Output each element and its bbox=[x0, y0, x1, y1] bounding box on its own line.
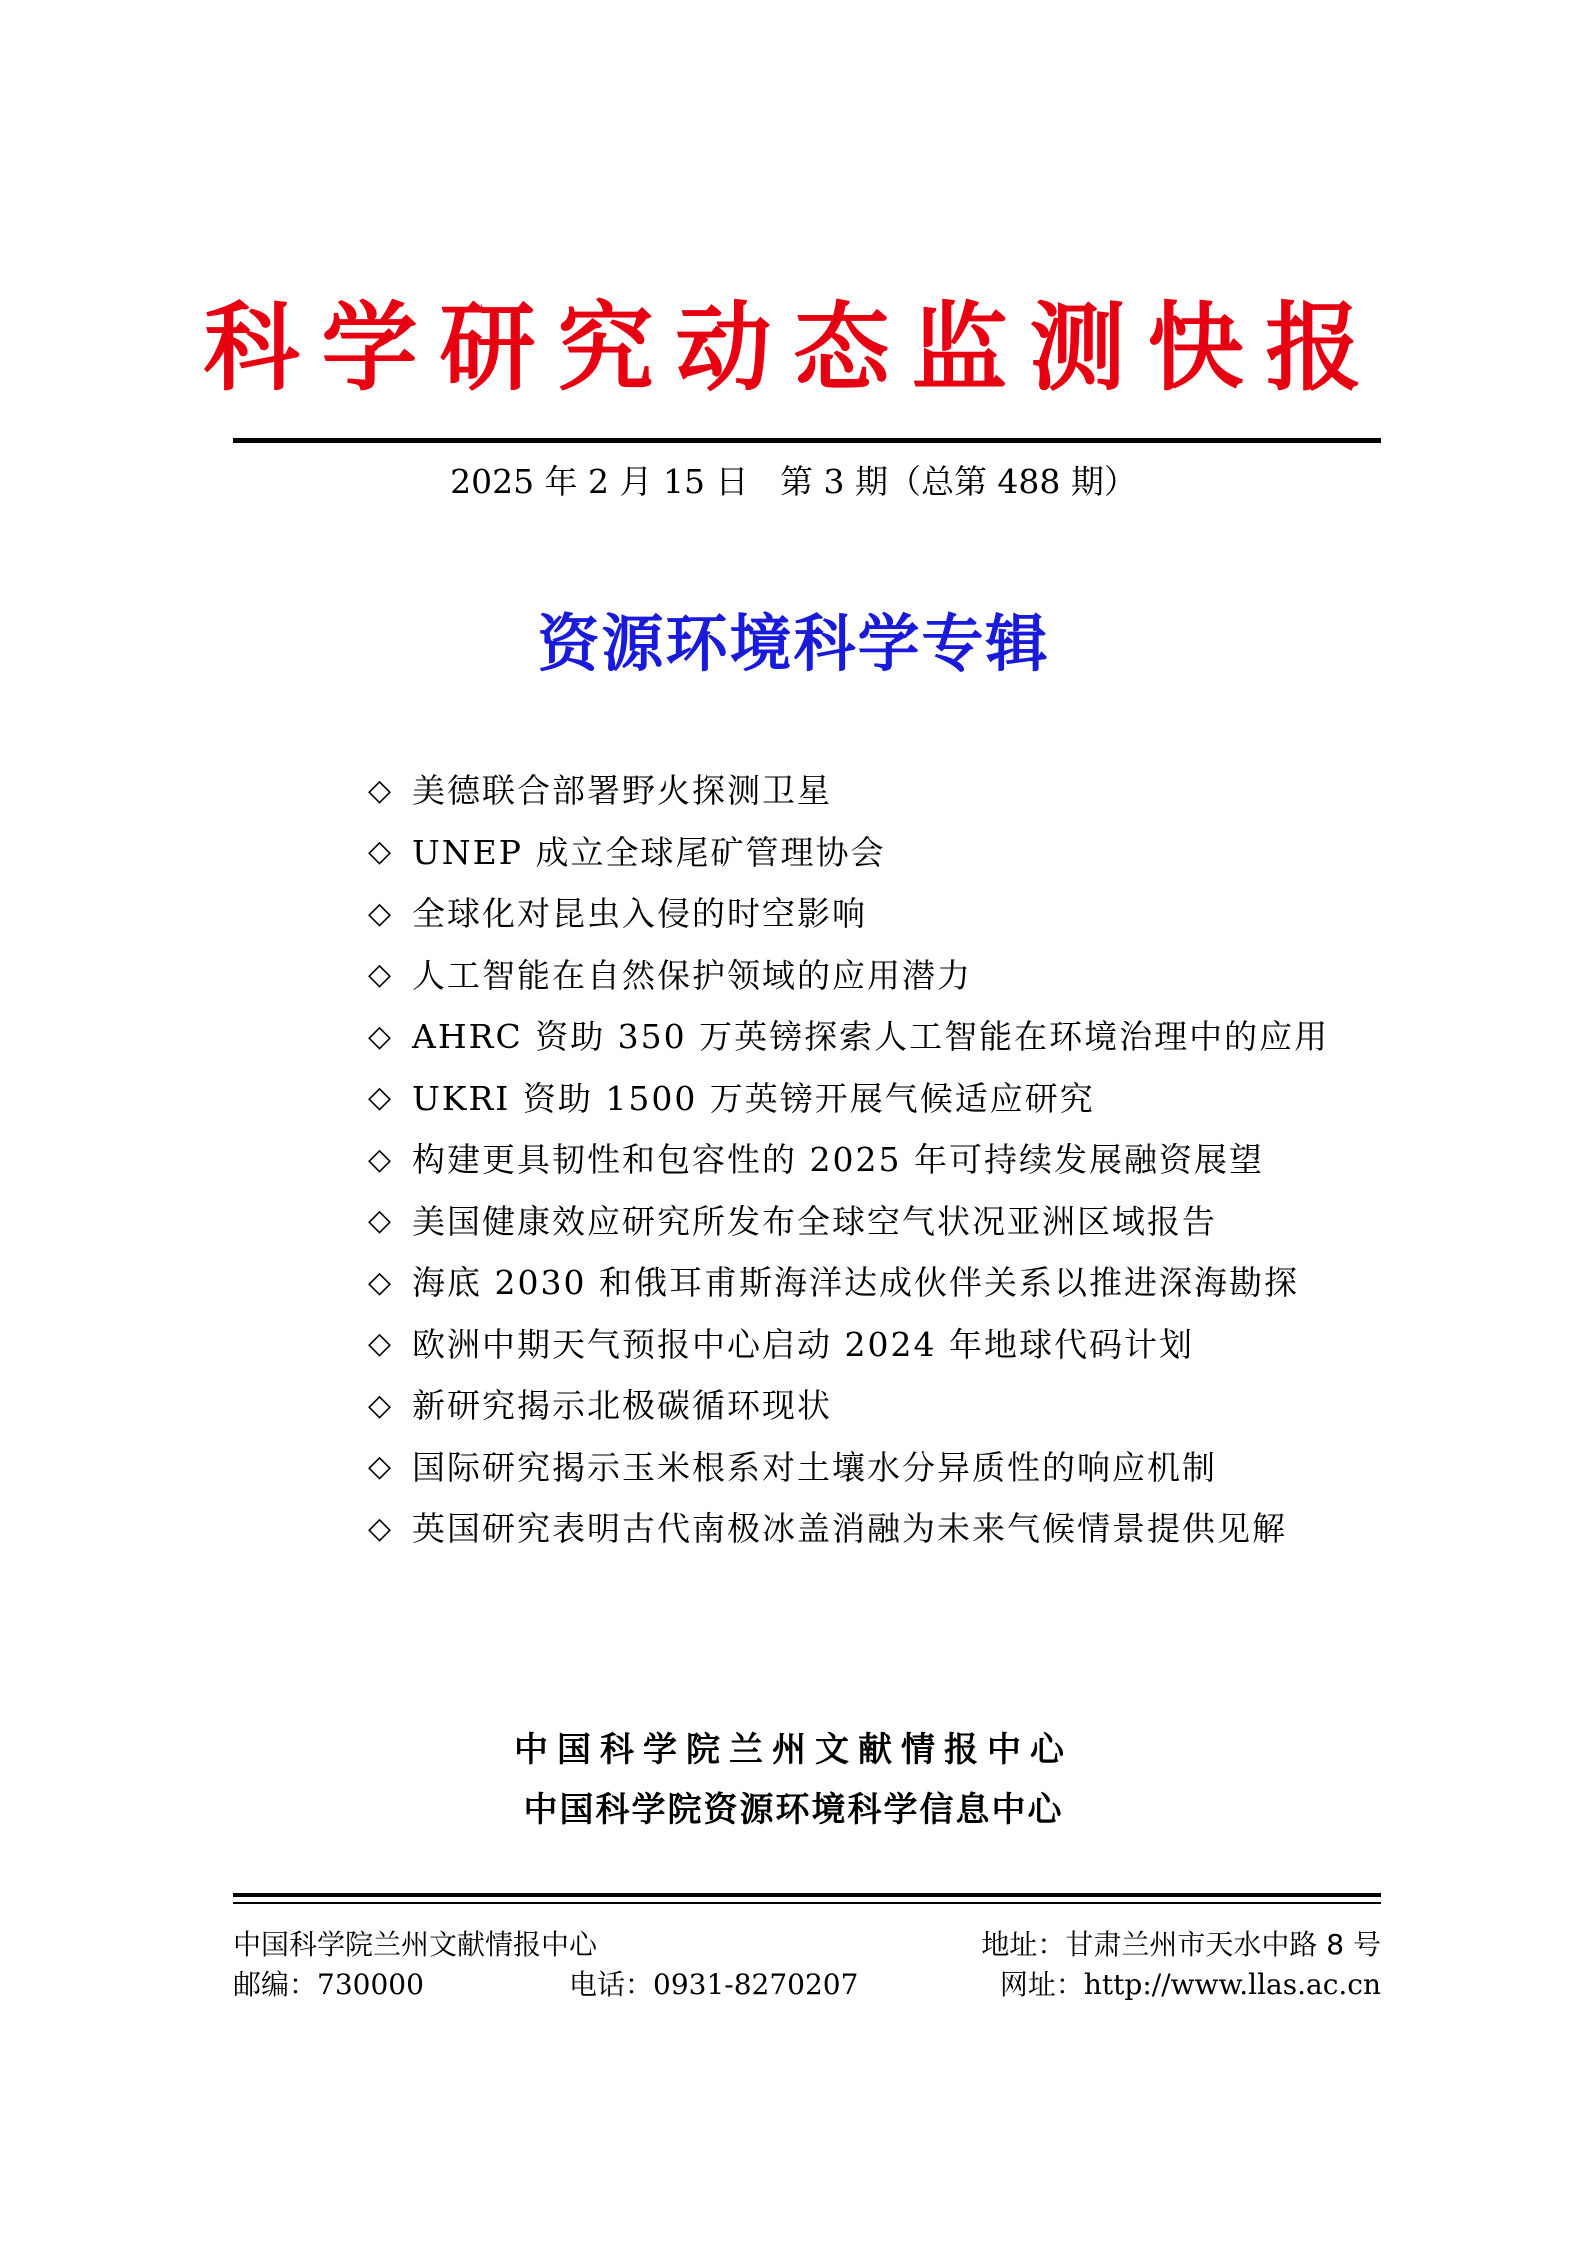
diamond-bullet-icon: ◇ bbox=[368, 1326, 392, 1362]
diamond-bullet-icon: ◇ bbox=[368, 1018, 392, 1054]
toc-item[interactable] bbox=[368, 883, 1329, 945]
diamond-bullet-icon: ◇ bbox=[368, 1510, 392, 1546]
toc-item-title: 美德联合部署野火探测卫星 bbox=[412, 771, 832, 810]
phone-label: 电话： bbox=[569, 1968, 654, 2001]
toc-item-title: 欧洲中期天气预报中心启动 2024 年地球代码计划 bbox=[412, 1324, 1194, 1364]
footer-divider-thick bbox=[233, 1893, 1381, 1897]
toc-item[interactable] bbox=[368, 1252, 1329, 1314]
toc-item-title: UKRI 资助 1500 万英镑开展气候适应研究 bbox=[412, 1078, 1095, 1118]
diamond-bullet-icon: ◇ bbox=[368, 1449, 392, 1485]
toc-item[interactable] bbox=[368, 1498, 1329, 1560]
toc-item[interactable] bbox=[368, 1129, 1329, 1191]
table-of-contents bbox=[368, 760, 1329, 1560]
toc-item[interactable] bbox=[368, 1375, 1329, 1437]
toc-item-title: UNEP 成立全球尾矿管理协会 bbox=[412, 832, 886, 872]
publisher-name-primary: 中国科学院兰州文献情报中心 bbox=[514, 1730, 1073, 1770]
address-label: 地址： bbox=[981, 1928, 1066, 1961]
special-issue-title: 资源环境科学专辑 bbox=[537, 607, 1050, 680]
footer-website bbox=[1000, 1965, 1381, 2005]
toc-item[interactable] bbox=[368, 1068, 1329, 1130]
diamond-bullet-icon: ◇ bbox=[368, 1264, 392, 1300]
diamond-bullet-icon: ◇ bbox=[368, 1080, 392, 1116]
publisher-name-secondary: 中国科学院资源环境科学信息中心 bbox=[523, 1790, 1064, 1830]
toc-item[interactable] bbox=[368, 760, 1329, 822]
footer-org-name: 中国科学院兰州文献情报中心 bbox=[233, 1928, 598, 1961]
diamond-bullet-icon: ◇ bbox=[368, 834, 392, 870]
toc-item-title: 构建更具韧性和包容性的 2025 年可持续发展融资展望 bbox=[412, 1140, 1264, 1179]
postcode-label: 邮编： bbox=[233, 1968, 318, 2001]
publisher-block bbox=[0, 1720, 1587, 1840]
toc-item[interactable] bbox=[368, 1437, 1329, 1499]
issue-date-line: 2025 年 2 月 15 日 第 3 期（总第 488 期） bbox=[450, 462, 1137, 501]
address-value: 甘肃兰州市天水中路 8 号 bbox=[1065, 1928, 1381, 1961]
toc-item[interactable] bbox=[368, 1006, 1329, 1068]
diamond-bullet-icon: ◇ bbox=[368, 1203, 392, 1239]
toc-item[interactable] bbox=[368, 1191, 1329, 1253]
diamond-bullet-icon: ◇ bbox=[368, 1387, 392, 1423]
toc-item-title: 英国研究表明古代南极冰盖消融为未来气候情景提供见解 bbox=[412, 1509, 1287, 1548]
footer-address bbox=[981, 1925, 1381, 1965]
website-link[interactable]: http://www.llas.ac.cn bbox=[1083, 1968, 1381, 2001]
toc-item-title: 人工智能在自然保护领域的应用潜力 bbox=[412, 955, 972, 995]
toc-item[interactable] bbox=[368, 945, 1329, 1007]
toc-item[interactable] bbox=[368, 822, 1329, 884]
toc-item-title: 全球化对昆虫入侵的时空影响 bbox=[412, 894, 867, 933]
toc-item-title: 海底 2030 和俄耳甫斯海洋达成伙伴关系以推进深海勘探 bbox=[412, 1263, 1299, 1302]
toc-item-title: 国际研究揭示玉米根系对土壤水分异质性的响应机制 bbox=[412, 1447, 1217, 1487]
masthead-divider bbox=[233, 438, 1381, 443]
phone-value: 0931-8270207 bbox=[653, 1968, 859, 2001]
postcode-value: 730000 bbox=[317, 1968, 424, 2001]
toc-item-title: 美国健康效应研究所发布全球空气状况亚洲区域报告 bbox=[412, 1201, 1217, 1241]
diamond-bullet-icon: ◇ bbox=[368, 772, 392, 808]
toc-item[interactable] bbox=[368, 1314, 1329, 1376]
toc-item-title: AHRC 资助 350 万英镑探索人工智能在环境治理中的应用 bbox=[412, 1017, 1330, 1056]
footer-postcode bbox=[233, 1965, 424, 2005]
footer-divider-thin bbox=[233, 1902, 1381, 1904]
footer-phone bbox=[569, 1965, 858, 2005]
diamond-bullet-icon: ◇ bbox=[368, 957, 392, 993]
diamond-bullet-icon: ◇ bbox=[368, 895, 392, 931]
website-label: 网址： bbox=[999, 1968, 1084, 2001]
toc-item-title: 新研究揭示北极碳循环现状 bbox=[412, 1386, 832, 1425]
diamond-bullet-icon: ◇ bbox=[368, 1141, 392, 1177]
masthead-title: 科学研究动态监测快报 bbox=[203, 291, 1384, 404]
